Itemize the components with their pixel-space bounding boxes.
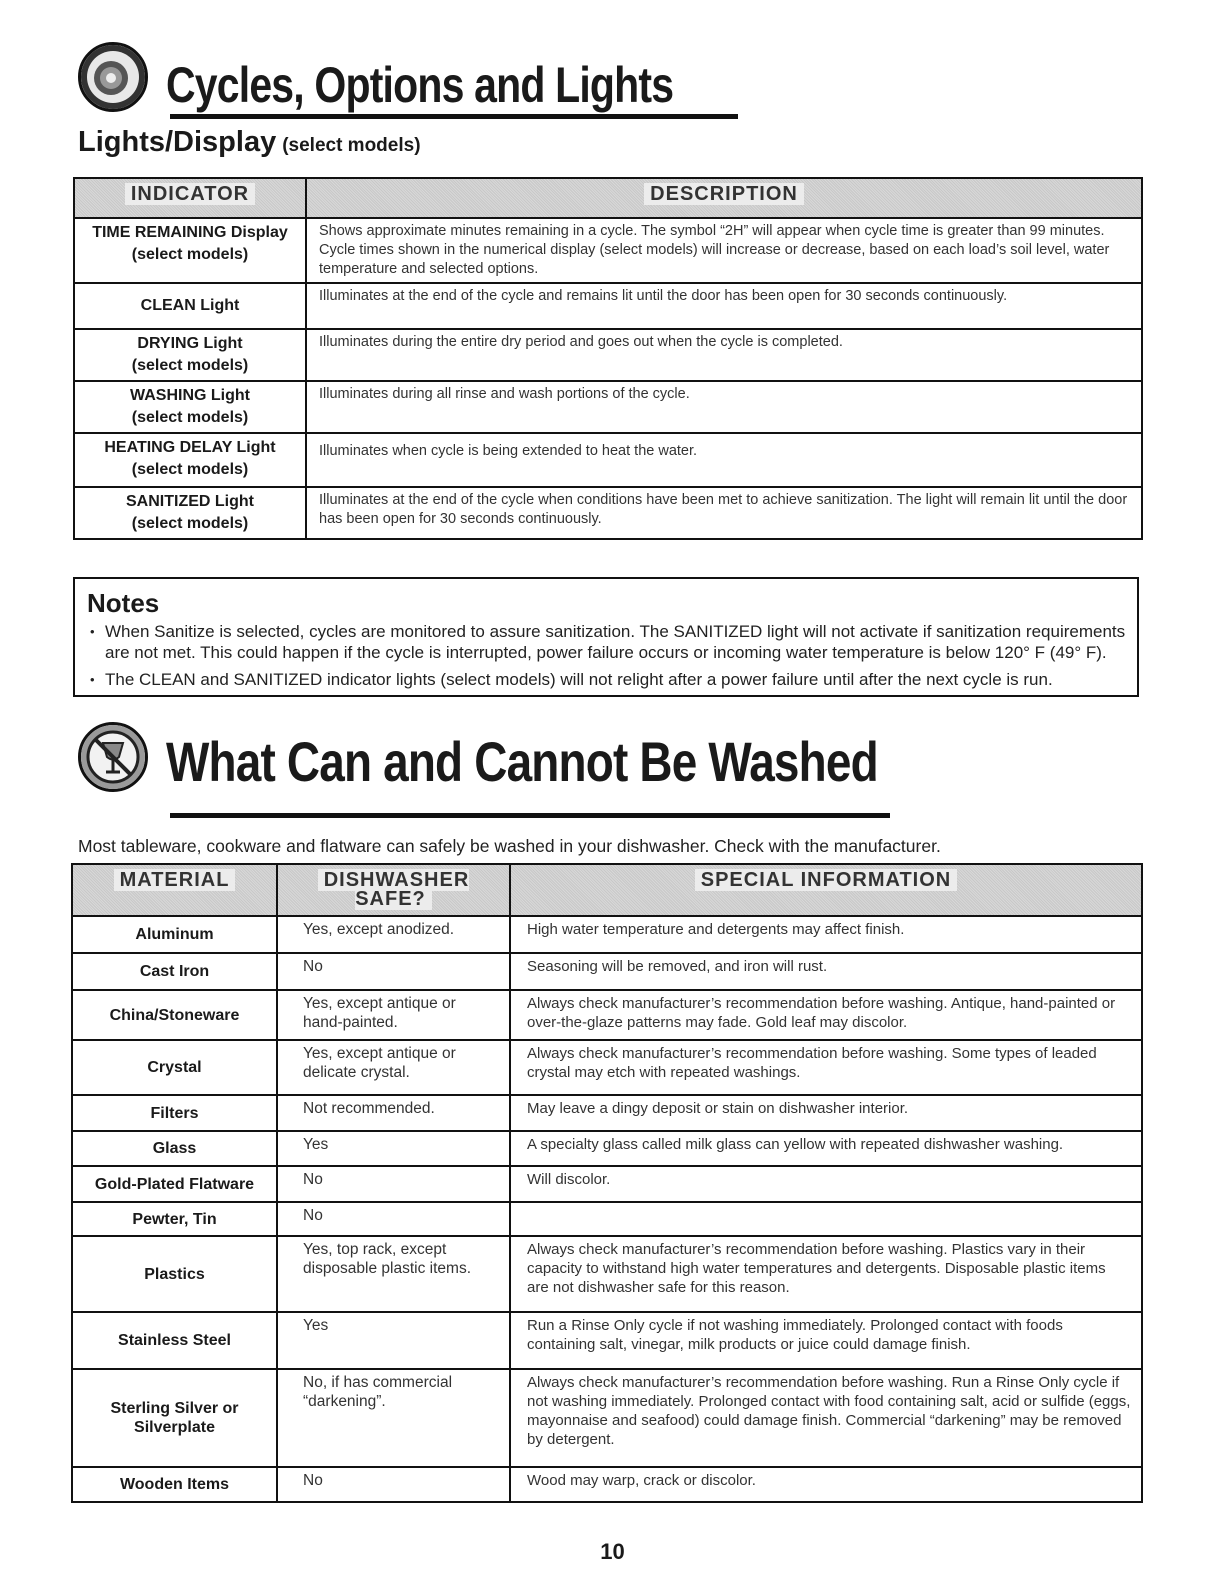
safe-cell: No [277,1166,510,1202]
material-cell: Stainless Steel [72,1312,277,1369]
material-cell: Sterling Silver or Silverplate [72,1369,277,1467]
material-cell: Pewter, Tin [72,1202,277,1236]
description-cell: Illuminates when cycle is being extended to heat the water. [306,433,1142,487]
header-material: MATERIAL [72,864,277,916]
header-special-information: SPECIAL INFORMATION [510,864,1142,916]
table-row [74,487,1142,539]
safe-cell: Not recommended. [277,1095,510,1131]
safe-cell: No, if has commercial “darkening”. [277,1369,510,1467]
material-cell: Cast Iron [72,953,277,990]
safe-cell: No [277,1467,510,1502]
header-description: DESCRIPTION [306,178,1142,218]
info-cell: Wood may warp, crack or discolor. [510,1467,1142,1502]
description-cell: Illuminates during the entire dry period and goes out when the cycle is completed. [306,329,1142,381]
intro-text: Most tableware, cookware and flatware can safely be washed in your dishwasher. Check with the manufacturer. [78,836,941,856]
table-row [74,329,1142,381]
lights-table [73,177,1143,540]
safe-cell: No [277,953,510,990]
material-cell: Aluminum [72,916,277,953]
table-row [72,1166,1142,1202]
material-cell: Filters [72,1095,277,1131]
material-cell: Plastics [72,1236,277,1312]
no-wine-glass-icon [78,722,148,792]
description-cell: Shows approximate minutes remaining in a cycle. The symbol “2H” will appear when cycle time is greater than 99 minutes. Cycle times shown in the numerical display (select models) will increase or decrease, based on each load’s soil level, water temperature and selected options. [306,218,1142,283]
indicator-cell: CLEAN Light [74,283,306,329]
table-row [72,1131,1142,1166]
section2-header [78,722,1034,792]
header-dishwasher-safe: DISHWASHER SAFE? [277,864,510,916]
table-row [74,218,1142,283]
info-cell: Always check manufacturer’s recommendation before washing. Plastics vary in their capacity to withstand high water temperatures and detergents. Disposable plastic items are not dishwasher safe for this reason. [510,1236,1142,1312]
indicator-cell: HEATING DELAY Light (select models) [74,433,306,487]
page-number: 10 [600,1539,625,1564]
table-row [72,1202,1142,1236]
material-cell: Wooden Items [72,1467,277,1502]
description-cell: Illuminates at the end of the cycle when conditions have been met to achieve sanitization. The light will remain lit until the door has been open for 30 seconds continuously. [306,487,1142,539]
info-cell: Always check manufacturer’s recommendation before washing. Some types of leaded crystal may etch with repeated washings. [510,1040,1142,1095]
table-row [72,1312,1142,1369]
material-cell: China/Stoneware [72,990,277,1040]
notes-title: Notes [87,588,160,618]
safe-cell: Yes, top rack, except disposable plastic items. [277,1236,510,1312]
note-item: • When Sanitize is selected, cycles are monitored to assure sanitization. The SANITIZED light will not activate if sanitization requirements are not met. This could happen if the cycle is interrupted, power failure occurs or incoming water temperature is below 120° F (49° F). [105,621,1137,663]
description-cell: Illuminates during all rinse and wash portions of the cycle. [306,381,1142,433]
table-row [74,381,1142,433]
material-cell: Glass [72,1131,277,1166]
material-cell: Crystal [72,1040,277,1095]
indicator-cell: DRYING Light (select models) [74,329,306,381]
info-cell: Always check manufacturer’s recommendation before washing. Antique, hand-painted or over-the-glaze patterns may fade. Gold leaf may discolor. [510,990,1142,1040]
info-cell: Run a Rinse Only cycle if not washing immediately. Prolonged contact with foods containing salt, vinegar, milk products or juice could damage finish. [510,1312,1142,1369]
table-row [72,1467,1142,1502]
info-cell: High water temperature and detergents may affect finish. [510,916,1142,953]
materials-table-header [72,864,1142,916]
description-cell: Illuminates at the end of the cycle and remains lit until the door has been open for 30 seconds continuously. [306,283,1142,329]
section2-title: What Can and Cannot Be Washed [166,730,878,793]
info-cell: Seasoning will be removed, and iron will rust. [510,953,1142,990]
table-row [72,1095,1142,1131]
materials-table [71,863,1143,1503]
table-row [72,953,1142,990]
table-row [72,1369,1142,1467]
info-cell: Will discolor. [510,1166,1142,1202]
safe-cell: Yes, except antique or hand-painted. [277,990,510,1040]
note-item: • The CLEAN and SANITIZED indicator lights (select models) will not relight after a power failure until after the next cycle is run. [105,669,1137,690]
header-indicator: INDICATOR [74,178,306,218]
table-row [72,990,1142,1040]
section1-rule [170,114,738,119]
safe-cell: Yes [277,1131,510,1166]
safe-cell: Yes, except anodized. [277,916,510,953]
dishwasher-dial-icon [78,42,148,112]
table-row [74,283,1142,329]
table-row [74,433,1142,487]
indicator-cell: SANITIZED Light (select models) [74,487,306,539]
indicator-cell: TIME REMAINING Display (select models) [74,218,306,283]
indicator-cell: WASHING Light (select models) [74,381,306,433]
info-cell: May leave a dingy deposit or stain on dishwasher interior. [510,1095,1142,1131]
table-row [72,1040,1142,1095]
info-cell: A specialty glass called milk glass can yellow with repeated dishwasher washing. [510,1131,1142,1166]
lights-display-heading [78,128,421,157]
material-cell: Gold-Plated Flatware [72,1166,277,1202]
safe-cell: No [277,1202,510,1236]
table-row [72,916,1142,953]
info-cell [510,1202,1142,1236]
section1-header [78,42,785,112]
safe-cell: Yes [277,1312,510,1369]
notes-list [75,621,1137,690]
subtitle-note: (select models) [282,135,421,156]
table-row [72,1236,1142,1312]
info-cell: Always check manufacturer’s recommendation before washing. Run a Rinse Only cycle if not washing immediately. Prolonged contact with food containing salt, acid or sulfide (eggs, mayonnaise and seafood) could damage finish. Commercial “darkening” may be removed by detergent. [510,1369,1142,1467]
safe-cell: Yes, except antique or delicate crystal. [277,1040,510,1095]
lights-table-header [74,178,1142,218]
notes-box [73,577,1139,697]
section1-title: Cycles, Options and Lights [166,57,674,113]
section2-rule [170,813,890,818]
subtitle: Lights/Display [78,126,277,158]
